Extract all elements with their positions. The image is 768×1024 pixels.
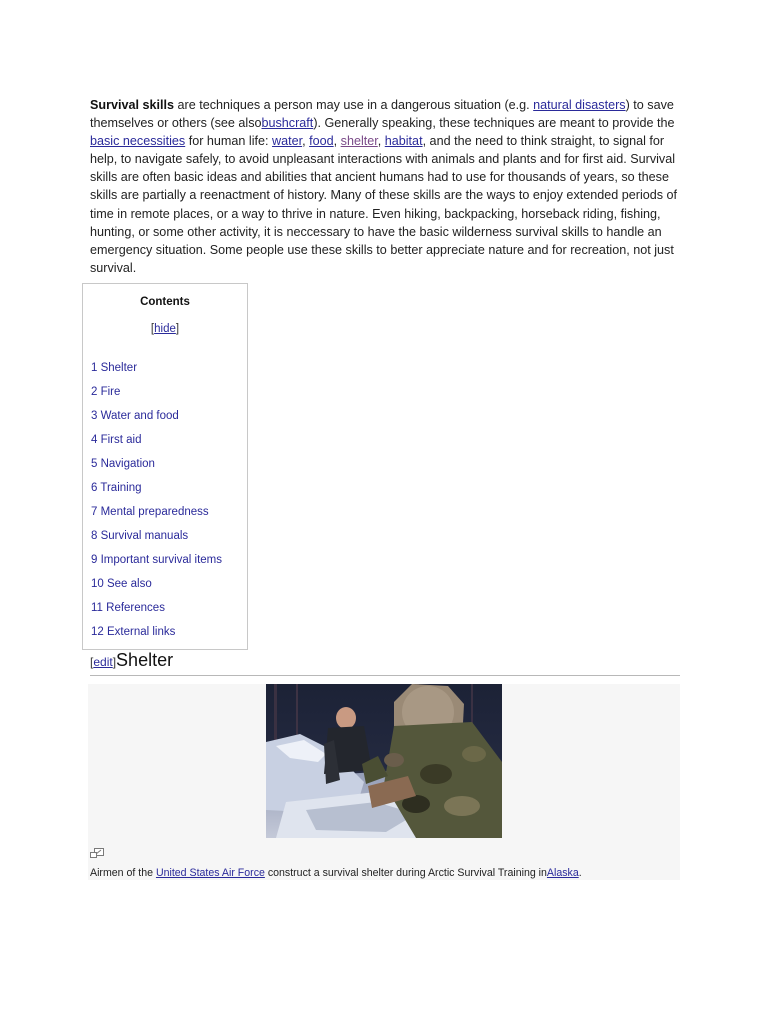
- intro-separator: ,: [377, 134, 385, 149]
- heading-divider: [90, 675, 680, 676]
- edit-section-control: [90, 655, 116, 669]
- edit-bracket: [: [90, 655, 94, 669]
- intro-text: , and the need to think straight, to signal for help, to navigate safely, to avoid unpleasant interactions with animals and plants and for first aid. Survival skills are often basic ideas and abilities that ancient humans had to use for thousands of years, so these skills are partially a reenactment of history. Many of these skills are the ways to enjoy extended periods of time in remote places, or a way to thrive in nature. Even hiking, backpacking, horseback riding, fishing, hunting, or some other activity, it is neccessary to have the basic wilderness survival skills to handle an emergency situation. Some people use these skills to better appreciate nature and for recreation, not just survival.: [90, 134, 678, 275]
- edit-bracket: ]: [112, 655, 117, 669]
- intro-text: ) to save themselves or others (see also: [90, 98, 674, 131]
- link-water[interactable]: water: [272, 134, 303, 149]
- toc-item-survival-manuals[interactable]: 8 Survival manuals: [91, 530, 189, 542]
- link-basic-necessities[interactable]: basic necessities: [90, 134, 186, 149]
- toc-hide-bracket: [: [150, 323, 155, 335]
- toc-item-navigation[interactable]: 5 Navigation: [91, 458, 155, 470]
- toc-title: Contents: [140, 296, 190, 308]
- link-habitat[interactable]: habitat: [384, 134, 423, 149]
- caption-text: .: [578, 867, 582, 879]
- link-natural-disasters[interactable]: natural disasters: [533, 98, 626, 112]
- toc-hide-link[interactable]: hide: [154, 323, 176, 335]
- caption-text: construct a survival shelter during Arctic Survival Training in: [264, 867, 547, 879]
- intro-separator: ,: [302, 134, 310, 149]
- toc-item-references[interactable]: 11 References: [91, 602, 165, 614]
- link-shelter[interactable]: shelter: [340, 134, 378, 149]
- toc-item-first-aid[interactable]: 4 First aid: [91, 434, 142, 446]
- intro-text: are techniques a person may use in a dangerous situation (e.g.: [174, 98, 534, 112]
- intro-paragraph: [90, 96, 682, 277]
- intro-text: ). Generally speaking, these techniques are meant to provide the: [313, 116, 675, 131]
- link-bushcraft[interactable]: bushcraft: [261, 116, 314, 131]
- section-title: Shelter: [116, 650, 174, 670]
- intro-text: for human life:: [185, 134, 273, 149]
- magnify-clip-icon[interactable]: [90, 848, 104, 860]
- intro-separator: ,: [333, 134, 341, 149]
- toc-item-important-survival-items[interactable]: 9 Important survival items: [91, 554, 223, 566]
- link-united-states-air-force[interactable]: United States Air Force: [155, 867, 265, 879]
- section-heading-shelter: [90, 650, 173, 671]
- toc-item-shelter[interactable]: 1 Shelter: [91, 362, 138, 374]
- toc-item-fire[interactable]: 2 Fire: [91, 386, 121, 398]
- toc-item-external-links[interactable]: 12 External links: [91, 626, 176, 638]
- toc-item-training[interactable]: 6 Training: [91, 482, 142, 494]
- figure-caption: [90, 867, 582, 879]
- toc-item-see-also[interactable]: 10 See also: [91, 578, 152, 590]
- survival-training-photo[interactable]: [266, 684, 502, 838]
- toc-item-water-and-food[interactable]: 3 Water and food: [91, 410, 179, 422]
- caption-text: Airmen of the: [90, 867, 156, 879]
- toc-item-mental-preparedness[interactable]: 7 Mental preparedness: [91, 506, 209, 518]
- link-alaska[interactable]: Alaska: [546, 867, 579, 879]
- intro-bold-term: Survival skills: [90, 98, 175, 112]
- toc-hide-bracket: ]: [175, 323, 180, 335]
- edit-section-link[interactable]: edit: [93, 655, 113, 669]
- link-food[interactable]: food: [309, 134, 334, 149]
- toc-hide-toggle: [83, 323, 247, 335]
- table-of-contents: [82, 283, 248, 650]
